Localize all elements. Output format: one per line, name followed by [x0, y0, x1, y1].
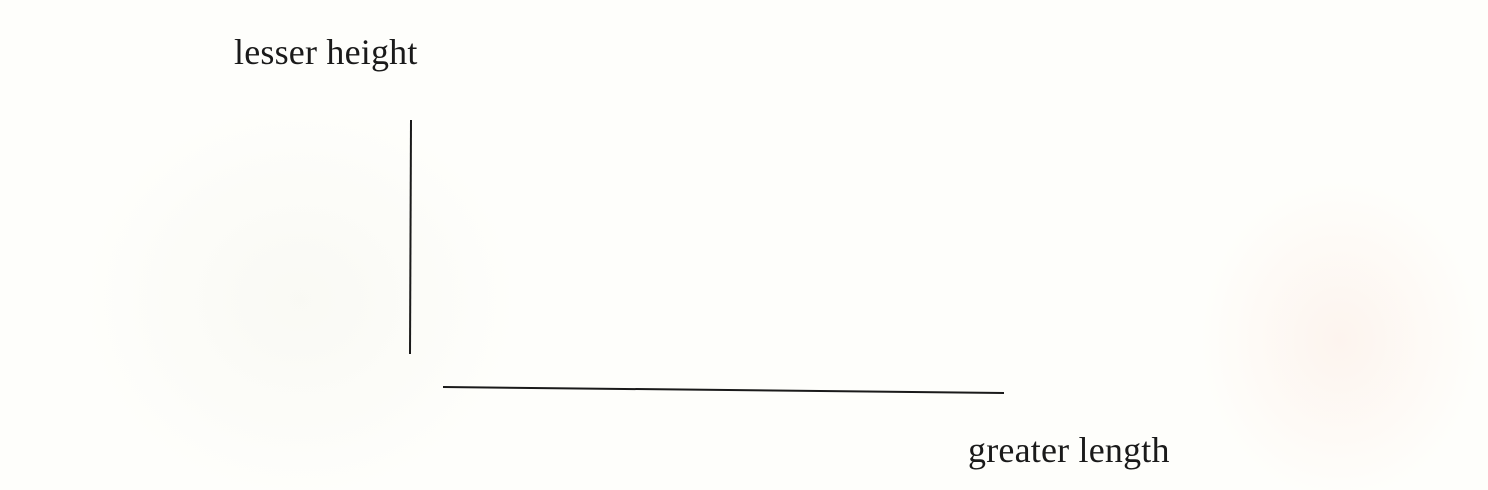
length-label: greater length	[968, 430, 1170, 470]
vertical-line	[410, 120, 411, 354]
horizontal-line	[443, 387, 1004, 393]
height-label: lesser height	[234, 32, 418, 72]
